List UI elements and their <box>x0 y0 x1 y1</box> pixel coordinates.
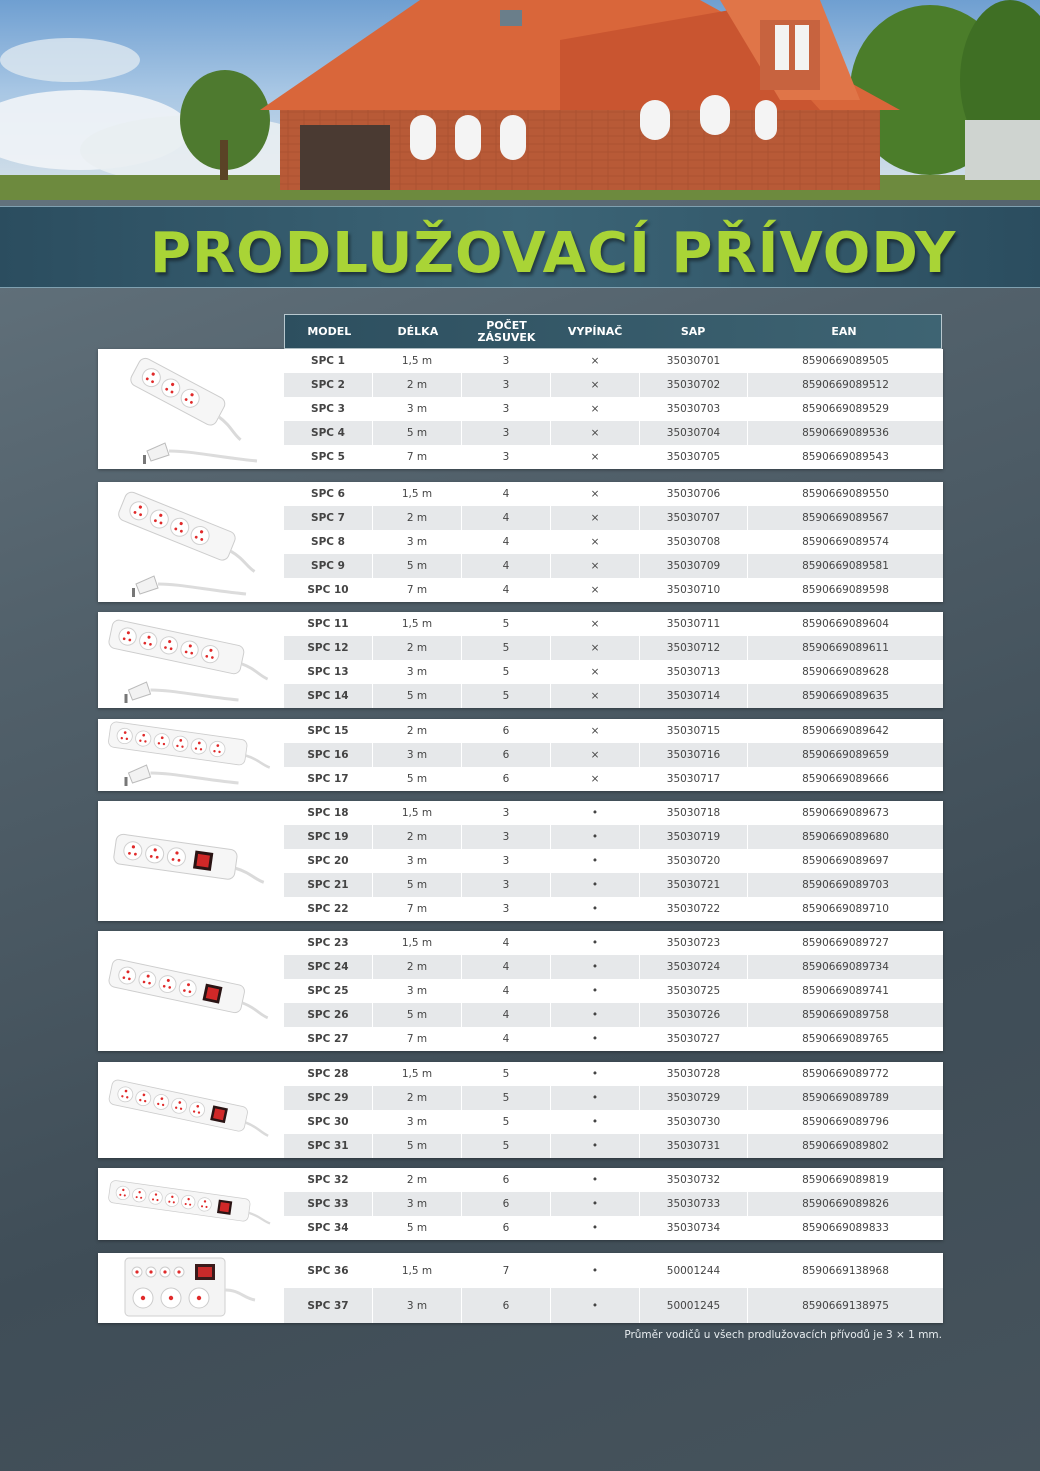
table-row <box>284 873 943 897</box>
power-strip-image <box>98 719 284 791</box>
cell-length: 7 m <box>373 1027 462 1051</box>
cell-count: 5 <box>462 684 551 708</box>
cell-model: SPC 13 <box>284 660 373 684</box>
cell-sap: 50001245 <box>640 1288 748 1323</box>
cell-length: 1,5 m <box>373 801 462 825</box>
col-switch: VYPÍNAČ <box>567 324 623 338</box>
cell-ean: 8590669089802 <box>748 1134 943 1158</box>
cell-ean: 8590669138968 <box>802 1264 889 1277</box>
cell-count: 5 <box>462 660 551 684</box>
cell-model: SPC 34 <box>284 1216 373 1240</box>
cell-model: SPC 6 <box>284 482 373 506</box>
cell-length: 2 m <box>373 506 462 530</box>
cell-ean: 8590669089505 <box>802 355 889 367</box>
cell-count: 3 <box>462 825 551 849</box>
cell-sap: 35030721 <box>640 873 748 897</box>
cell-count: 6 <box>462 743 551 767</box>
cell-length: 5 m <box>373 1216 462 1240</box>
cell-count: 6 <box>462 767 551 791</box>
power-strip-image <box>98 612 284 708</box>
cell-switch: × <box>551 719 640 743</box>
cell-ean: 8590669089659 <box>748 743 943 767</box>
cell-ean: 8590669089772 <box>802 1068 889 1080</box>
cell-switch: × <box>551 530 640 554</box>
cell-switch: • <box>551 1027 640 1051</box>
cell-sap: 35030701 <box>640 349 748 373</box>
product-group <box>98 719 943 791</box>
cell-switch: × <box>551 482 640 506</box>
cell-model: SPC 18 <box>284 801 373 825</box>
cell-count: 3 <box>462 373 551 397</box>
cell-sap: 35030704 <box>640 421 748 445</box>
table-row <box>284 684 943 708</box>
cell-sap: 35030732 <box>640 1168 748 1192</box>
cell-count: 3 <box>462 445 551 469</box>
cell-model: SPC 19 <box>284 825 373 849</box>
cell-ean: 8590669089635 <box>748 684 943 708</box>
cell-count: 6 <box>462 1168 551 1192</box>
product-group <box>98 1168 943 1240</box>
cell-switch: • <box>551 1192 640 1216</box>
cell-sap: 35030723 <box>640 931 748 955</box>
cell-length: 1,5 m <box>373 349 462 373</box>
cell-count: 6 <box>462 719 551 743</box>
col-sap: SAP <box>680 324 706 338</box>
cell-model: SPC 31 <box>284 1134 373 1158</box>
cell-length: 1,5 m <box>373 1253 462 1288</box>
cell-sap: 35030711 <box>640 612 748 636</box>
cell-switch: • <box>551 931 640 955</box>
product-group <box>98 801 943 921</box>
cell-model: SPC 29 <box>284 1086 373 1110</box>
col-count <box>462 320 551 344</box>
cell-count: 3 <box>462 421 551 445</box>
cell-length: 1,5 m <box>373 482 462 506</box>
power-strip-image <box>98 349 284 469</box>
cell-model: SPC 7 <box>284 506 373 530</box>
cell-sap: 35030717 <box>640 767 748 791</box>
cell-length: 3 m <box>373 743 462 767</box>
cell-switch: • <box>551 1110 640 1134</box>
table-row <box>284 445 943 469</box>
table-row <box>284 897 943 921</box>
cell-length: 2 m <box>373 373 462 397</box>
cell-switch: × <box>551 349 640 373</box>
cell-ean: 8590669089741 <box>802 985 889 997</box>
cell-ean: 8590669089826 <box>748 1192 943 1216</box>
table-row <box>284 955 943 979</box>
table-row <box>284 1192 943 1216</box>
cell-model: SPC 32 <box>284 1168 373 1192</box>
cell-sap: 35030726 <box>640 1003 748 1027</box>
cell-ean: 8590669089833 <box>802 1222 889 1234</box>
cell-length: 3 m <box>373 979 462 1003</box>
cell-count: 3 <box>462 801 551 825</box>
table-row <box>284 578 943 602</box>
cell-ean: 8590669089529 <box>802 403 889 415</box>
cell-switch: × <box>551 578 640 602</box>
table-row <box>284 636 943 660</box>
cell-model: SPC 17 <box>284 767 373 791</box>
cell-ean: 8590669089611 <box>748 636 943 660</box>
page-title: PRODLUŽOVACÍ PŘÍVODY <box>150 221 957 286</box>
table-row <box>284 1216 943 1240</box>
cell-sap: 35030730 <box>640 1110 748 1134</box>
cell-ean: 8590669089574 <box>802 536 889 548</box>
product-group <box>98 1062 943 1158</box>
cell-count: 3 <box>462 849 551 873</box>
cell-length: 3 m <box>373 530 462 554</box>
cell-length: 5 m <box>373 421 462 445</box>
cell-model: SPC 37 <box>284 1288 373 1323</box>
cell-model: SPC 10 <box>284 578 373 602</box>
cell-count: 4 <box>462 506 551 530</box>
title-banner <box>0 206 1040 288</box>
cell-ean: 8590669089734 <box>748 955 943 979</box>
cell-ean: 8590669089567 <box>748 506 943 530</box>
cell-switch: × <box>551 636 640 660</box>
cell-length: 5 m <box>373 873 462 897</box>
cell-switch: • <box>551 1134 640 1158</box>
col-count-line2: ZÁSUVEK <box>477 330 536 344</box>
table-row <box>284 482 943 506</box>
cell-length: 2 m <box>373 825 462 849</box>
cell-sap: 35030707 <box>640 506 748 530</box>
cell-sap: 35030718 <box>640 801 748 825</box>
cell-switch: • <box>551 849 640 873</box>
cell-switch: × <box>551 767 640 791</box>
cell-switch: • <box>551 801 640 825</box>
cell-ean: 8590669089727 <box>802 937 889 949</box>
cell-sap: 35030731 <box>640 1134 748 1158</box>
cell-sap: 35030720 <box>640 849 748 873</box>
cell-model: SPC 33 <box>284 1192 373 1216</box>
cell-switch: × <box>551 743 640 767</box>
cell-sap: 35030719 <box>640 825 748 849</box>
table-row <box>284 719 943 743</box>
cell-sap: 35030725 <box>640 979 748 1003</box>
table-row <box>284 825 943 849</box>
table-row <box>284 849 943 873</box>
cell-switch: • <box>551 1288 640 1323</box>
cell-sap: 50001244 <box>640 1253 748 1288</box>
cell-count: 5 <box>462 1062 551 1086</box>
cell-count: 4 <box>462 530 551 554</box>
cell-switch: × <box>551 373 640 397</box>
cell-ean: 8590669089536 <box>748 421 943 445</box>
cell-ean: 8590669089543 <box>802 451 889 463</box>
cell-ean: 8590669089642 <box>802 725 889 737</box>
cell-ean: 8590669089697 <box>802 855 889 867</box>
cell-ean: 8590669089628 <box>802 666 889 678</box>
cell-model: SPC 27 <box>284 1027 373 1051</box>
table-row <box>284 349 943 373</box>
table-row <box>284 979 943 1003</box>
cell-length: 2 m <box>373 1086 462 1110</box>
cell-count: 6 <box>462 1216 551 1240</box>
cell-model: SPC 30 <box>284 1110 373 1134</box>
cell-ean: 8590669089789 <box>748 1086 943 1110</box>
cell-switch: • <box>551 1253 640 1288</box>
col-ean: EAN <box>831 324 857 338</box>
cell-count: 3 <box>462 349 551 373</box>
cell-model: SPC 26 <box>284 1003 373 1027</box>
cell-count: 5 <box>462 1086 551 1110</box>
table-row <box>284 1003 943 1027</box>
power-strip-image <box>98 1253 284 1323</box>
cell-count: 4 <box>462 931 551 955</box>
table-row <box>284 1027 943 1051</box>
table-row <box>284 373 943 397</box>
cell-model: SPC 28 <box>284 1062 373 1086</box>
cell-ean: 8590669089598 <box>802 584 889 596</box>
table-row <box>284 1134 943 1158</box>
cell-length: 2 m <box>373 1168 462 1192</box>
cell-ean: 8590669089680 <box>748 825 943 849</box>
cell-model: SPC 36 <box>284 1253 373 1288</box>
cell-sap: 35030708 <box>640 530 748 554</box>
cell-switch: • <box>551 897 640 921</box>
product-group <box>98 612 943 708</box>
cell-switch: × <box>551 445 640 469</box>
cell-length: 1,5 m <box>373 1062 462 1086</box>
table-row <box>284 743 943 767</box>
cell-model: SPC 23 <box>284 931 373 955</box>
cell-model: SPC 25 <box>284 979 373 1003</box>
cell-model: SPC 21 <box>284 873 373 897</box>
cell-ean: 8590669089796 <box>802 1116 889 1128</box>
cell-count: 5 <box>462 1134 551 1158</box>
cell-switch: • <box>551 979 640 1003</box>
cell-count: 4 <box>462 578 551 602</box>
cell-switch: • <box>551 1086 640 1110</box>
cell-length: 3 m <box>373 1110 462 1134</box>
cell-count: 5 <box>462 1110 551 1134</box>
cell-length: 3 m <box>373 660 462 684</box>
cell-model: SPC 9 <box>284 554 373 578</box>
cell-count: 6 <box>462 1288 551 1323</box>
table-row <box>284 1168 943 1192</box>
cell-length: 3 m <box>373 1288 462 1323</box>
table-row <box>284 767 943 791</box>
cell-switch: × <box>551 684 640 708</box>
cell-model: SPC 4 <box>284 421 373 445</box>
cell-model: SPC 3 <box>284 397 373 421</box>
cell-sap: 35030716 <box>640 743 748 767</box>
cell-sap: 35030724 <box>640 955 748 979</box>
table-row <box>284 1086 943 1110</box>
cell-ean: 8590669138975 <box>748 1288 943 1323</box>
cell-count: 3 <box>462 873 551 897</box>
cell-count: 3 <box>462 397 551 421</box>
col-length: DÉLKA <box>397 324 439 338</box>
table-row <box>284 1062 943 1086</box>
cell-count: 5 <box>462 636 551 660</box>
cell-switch: • <box>551 1003 640 1027</box>
cell-ean: 8590669089581 <box>748 554 943 578</box>
power-strip-image <box>98 1062 284 1158</box>
table-row <box>284 660 943 684</box>
cell-length: 5 m <box>373 767 462 791</box>
product-group <box>98 482 943 602</box>
cell-sap: 35030714 <box>640 684 748 708</box>
cell-sap: 35030729 <box>640 1086 748 1110</box>
cell-switch: • <box>551 1062 640 1086</box>
cell-count: 4 <box>462 955 551 979</box>
table-row <box>284 1253 943 1288</box>
cell-sap: 35030712 <box>640 636 748 660</box>
cell-length: 1,5 m <box>373 931 462 955</box>
cell-switch: × <box>551 397 640 421</box>
cell-length: 5 m <box>373 684 462 708</box>
cell-length: 2 m <box>373 955 462 979</box>
product-group <box>98 349 943 469</box>
cell-count: 5 <box>462 612 551 636</box>
cell-sap: 35030705 <box>640 445 748 469</box>
cell-length: 7 m <box>373 445 462 469</box>
cell-model: SPC 20 <box>284 849 373 873</box>
cell-ean: 8590669089765 <box>802 1033 889 1045</box>
cell-sap: 35030706 <box>640 482 748 506</box>
table-row <box>284 530 943 554</box>
cell-ean: 8590669089673 <box>802 807 889 819</box>
cell-switch: • <box>551 1216 640 1240</box>
cell-switch: × <box>551 506 640 530</box>
cell-switch: × <box>551 612 640 636</box>
cell-count: 6 <box>462 1192 551 1216</box>
cell-model: SPC 22 <box>284 897 373 921</box>
cell-model: SPC 11 <box>284 612 373 636</box>
cell-ean: 8590669089604 <box>802 618 889 630</box>
cell-switch: • <box>551 873 640 897</box>
table-row <box>284 1110 943 1134</box>
cell-length: 3 m <box>373 397 462 421</box>
cell-sap: 35030715 <box>640 719 748 743</box>
cell-count: 4 <box>462 554 551 578</box>
hero-house-image <box>0 0 1040 200</box>
table-row <box>284 1288 943 1323</box>
cell-sap: 35030728 <box>640 1062 748 1086</box>
cell-model: SPC 2 <box>284 373 373 397</box>
cell-ean: 8590669089758 <box>748 1003 943 1027</box>
cell-sap: 35030727 <box>640 1027 748 1051</box>
cell-length: 1,5 m <box>373 612 462 636</box>
cell-model: SPC 8 <box>284 530 373 554</box>
power-strip-image <box>98 931 284 1051</box>
cell-sap: 35030734 <box>640 1216 748 1240</box>
cell-ean: 8590669089512 <box>748 373 943 397</box>
cell-model: SPC 16 <box>284 743 373 767</box>
product-group <box>98 931 943 1051</box>
cell-ean: 8590669089710 <box>802 903 889 915</box>
cell-count: 4 <box>462 482 551 506</box>
cell-count: 4 <box>462 1027 551 1051</box>
table-row <box>284 554 943 578</box>
cell-model: SPC 5 <box>284 445 373 469</box>
cell-switch: × <box>551 421 640 445</box>
cell-length: 7 m <box>373 897 462 921</box>
table-row <box>284 421 943 445</box>
cell-switch: • <box>551 955 640 979</box>
col-model: MODEL <box>307 324 352 338</box>
cell-switch: • <box>551 1168 640 1192</box>
cell-count: 4 <box>462 1003 551 1027</box>
cell-ean: 8590669089666 <box>802 773 889 785</box>
cell-switch: × <box>551 660 640 684</box>
cell-sap: 35030713 <box>640 660 748 684</box>
cell-ean: 8590669089550 <box>802 488 889 500</box>
power-strip-image <box>98 482 284 602</box>
cell-model: SPC 15 <box>284 719 373 743</box>
cell-sap: 35030709 <box>640 554 748 578</box>
cell-length: 2 m <box>373 636 462 660</box>
cell-length: 5 m <box>373 1003 462 1027</box>
table-row <box>284 612 943 636</box>
table-row <box>284 506 943 530</box>
product-group <box>98 1253 943 1323</box>
cell-ean: 8590669089703 <box>748 873 943 897</box>
cell-sap: 35030733 <box>640 1192 748 1216</box>
table-row <box>284 931 943 955</box>
cell-count: 4 <box>462 979 551 1003</box>
cell-model: SPC 12 <box>284 636 373 660</box>
cell-sap: 35030703 <box>640 397 748 421</box>
footnote: Průměr vodičů u všech prodlužovacích přívodů je 3 × 1 mm. <box>624 1329 942 1341</box>
cell-switch: × <box>551 554 640 578</box>
cell-model: SPC 1 <box>284 349 373 373</box>
cell-length: 5 m <box>373 554 462 578</box>
cell-sap: 35030702 <box>640 373 748 397</box>
cell-ean: 8590669089819 <box>802 1174 889 1186</box>
cell-count: 7 <box>462 1253 551 1288</box>
cell-length: 3 m <box>373 849 462 873</box>
cell-model: SPC 14 <box>284 684 373 708</box>
table-row <box>284 801 943 825</box>
table-row <box>284 397 943 421</box>
cell-switch: • <box>551 825 640 849</box>
power-strip-image <box>98 801 284 921</box>
cell-length: 3 m <box>373 1192 462 1216</box>
power-strip-image <box>98 1168 284 1240</box>
cell-length: 5 m <box>373 1134 462 1158</box>
cell-count: 3 <box>462 897 551 921</box>
cell-sap: 35030722 <box>640 897 748 921</box>
cell-length: 7 m <box>373 578 462 602</box>
cell-length: 2 m <box>373 719 462 743</box>
col-count-line1: POČET <box>486 318 527 332</box>
cell-model: SPC 24 <box>284 955 373 979</box>
cell-sap: 35030710 <box>640 578 748 602</box>
table-header <box>284 314 942 349</box>
